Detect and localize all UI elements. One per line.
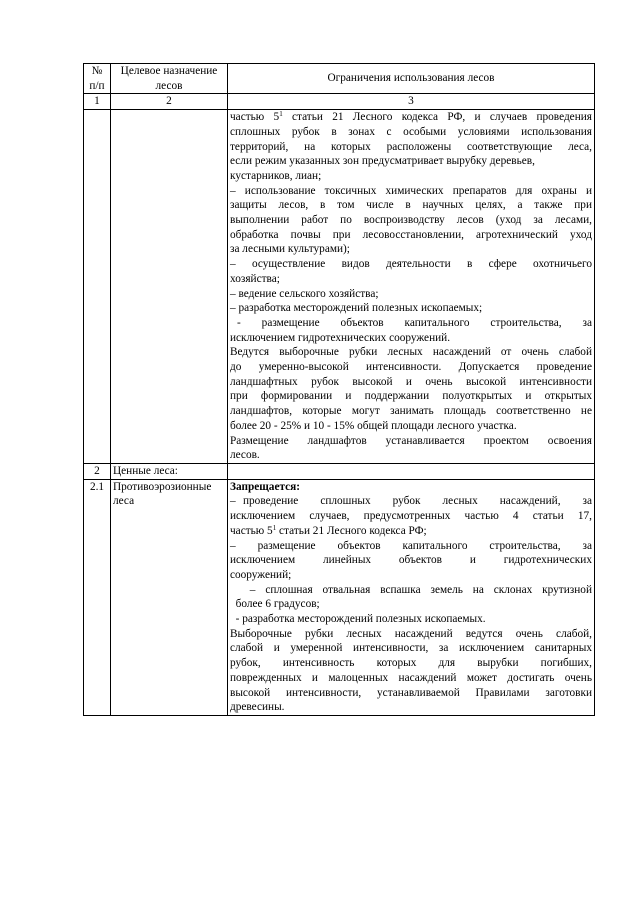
table-row-anti-erosion [84, 479, 595, 715]
line-text: лесов. [230, 449, 260, 462]
line-text: древесины. [230, 701, 285, 714]
line-text: - размещение объектов капитального строительства, за [230, 316, 592, 329]
header-num: № п/п [84, 64, 111, 94]
text-line [230, 671, 592, 686]
line-text: статьи 21 Лесного кодекса РФ, и случаев проведения [282, 111, 592, 124]
table-row-continued [84, 110, 595, 464]
text-line [230, 568, 592, 583]
line-text: хозяйства; [230, 272, 280, 285]
text-line [230, 404, 592, 419]
prohibited-heading: Запрещается: [230, 480, 301, 493]
line-text: рубок, интенсивность которых для вырубки погибших, [230, 657, 592, 670]
text-line [230, 198, 592, 213]
index-cell-2: 2 [111, 94, 228, 110]
line-text: ландшафтных рубок высокой и очень высокой интенсивности [230, 375, 592, 388]
line-text: – проведение сплошных рубок лесных насаждений, за [230, 495, 592, 508]
line-text: Ведутся выборочные рубки лесных насаждений от очень слабой [230, 346, 592, 359]
text-line [230, 539, 592, 554]
line-text: выполнении работ по воспроизводству лесов (уход за лесами, [230, 214, 592, 227]
text-line [230, 345, 592, 360]
line-text: высокой интенсивности, устанавливаемой Правилами заготовки [230, 686, 592, 699]
text-line [230, 494, 592, 509]
header-restrictions: Ограничения использования лесов [228, 64, 595, 94]
line-text: более 20 - 25% и 10 - 15% общей площади лесного участка. [230, 419, 517, 432]
line-text: если режим указанных зон предусматривает вырубку деревьев, [230, 155, 535, 168]
text-line [230, 641, 592, 656]
text-line [230, 389, 592, 404]
restrictions-cell [228, 479, 595, 715]
line-text: при формировании и поддержании полуоткрытых и открытых [230, 390, 592, 403]
text-line [230, 686, 592, 701]
text-line [230, 419, 592, 434]
index-cell-3: 3 [228, 94, 595, 110]
text-line [230, 287, 592, 302]
text-line [230, 553, 592, 568]
row-restrictions-empty [228, 463, 595, 479]
text-line [230, 272, 592, 287]
line-text: частью 5 [230, 111, 280, 124]
line-text: слабой и умеренной интенсивности, за исключением санитарных [230, 642, 592, 655]
line-text: - разработка месторождений полезных ископаемых. [230, 613, 486, 626]
line-text: сплошных рубок в зонах с особыми условиями использования [230, 125, 592, 138]
text-line [230, 140, 592, 155]
text-line [230, 242, 592, 257]
text-line [230, 612, 592, 627]
line-text: статьи 21 Лесного кодекса РФ; [276, 524, 427, 537]
text-line [230, 316, 592, 331]
text-line [230, 434, 592, 449]
row-purpose: Противоэрозионные леса [111, 479, 228, 715]
forest-restrictions-table [83, 63, 595, 716]
superscript: 1 [272, 523, 277, 532]
text-line [230, 257, 592, 272]
line-text: – размещение объектов капитального строительства, за [230, 539, 592, 552]
line-text: исключением случаев, предусмотренных частью 4 статьи 17, [230, 510, 592, 523]
line-text: до умеренно-высокой интенсивности. Допускается проведение [230, 361, 592, 374]
line-text: Выборочные рубки лесных насаждений ведутся очень слабой, [230, 627, 592, 640]
line-text: частью 5 [230, 524, 273, 537]
header-row [84, 64, 595, 94]
line-text: сооружений; [230, 568, 292, 581]
text-line [230, 509, 592, 524]
superscript: 1 [279, 110, 283, 119]
text-line [230, 583, 592, 598]
text-line [230, 301, 592, 316]
text-line [230, 700, 592, 715]
text-line [230, 656, 592, 671]
line-text: – осуществление видов деятельности в сфере охотничьего [230, 258, 592, 271]
table-row-valuable [84, 463, 595, 479]
line-text: за лесными культурами); [230, 243, 350, 256]
line-text: – разработка месторождений полезных ископаемых; [230, 302, 483, 315]
line-text: поврежденных и малоценных насаждений может достигать очень [230, 671, 592, 684]
line-text: – ведение сельского хозяйства; [230, 287, 379, 300]
text-line [230, 154, 592, 169]
line-text: исключением линейных объектов и гидротехнических [230, 554, 592, 567]
text-line [230, 213, 592, 228]
text-line [230, 125, 592, 140]
text-line [230, 184, 592, 199]
line-text: ландшафтов, которые могут занимать площадь соответственно не [230, 405, 592, 418]
line-text: Размещение ландшафтов устанавливается проектом освоения [230, 434, 592, 447]
line-text: – использование токсичных химических препаратов для охраны и [230, 184, 592, 197]
line-text: кустарников, лиан; [230, 169, 322, 182]
row-purpose: Ценные леса: [111, 463, 228, 479]
index-row [84, 94, 595, 110]
text-line [230, 331, 592, 346]
cell-purpose-empty [111, 110, 228, 464]
index-cell-1: 1 [84, 94, 111, 110]
text-line [230, 448, 592, 463]
header-purpose: Целевое назначение лесов [111, 64, 228, 94]
line-text: исключением гидротехнических сооружений. [230, 331, 451, 344]
text-line [230, 627, 592, 642]
row-num: 2.1 [84, 479, 111, 715]
line-text: – сплошная отвальная вспашка земель на склонах крутизной [230, 583, 592, 596]
text-line [230, 375, 592, 390]
line-text: защиты лесов, в том числе в научных целях, а также при [230, 199, 592, 212]
text-line [230, 110, 592, 125]
row-num: 2 [84, 463, 111, 479]
line-text: более 6 градусов; [230, 598, 320, 611]
restrictions-continued-cell [228, 110, 595, 464]
text-line [230, 169, 592, 184]
cell-num-empty [84, 110, 111, 464]
text-line [230, 360, 592, 375]
text-line [230, 597, 592, 612]
line-text: обработка почвы при лесовосстановлении, агротехнический уход [230, 228, 592, 241]
text-line [230, 524, 592, 539]
text-line [230, 228, 592, 243]
line-text: территорий, на которых расположены соответствующие леса, [230, 140, 592, 153]
